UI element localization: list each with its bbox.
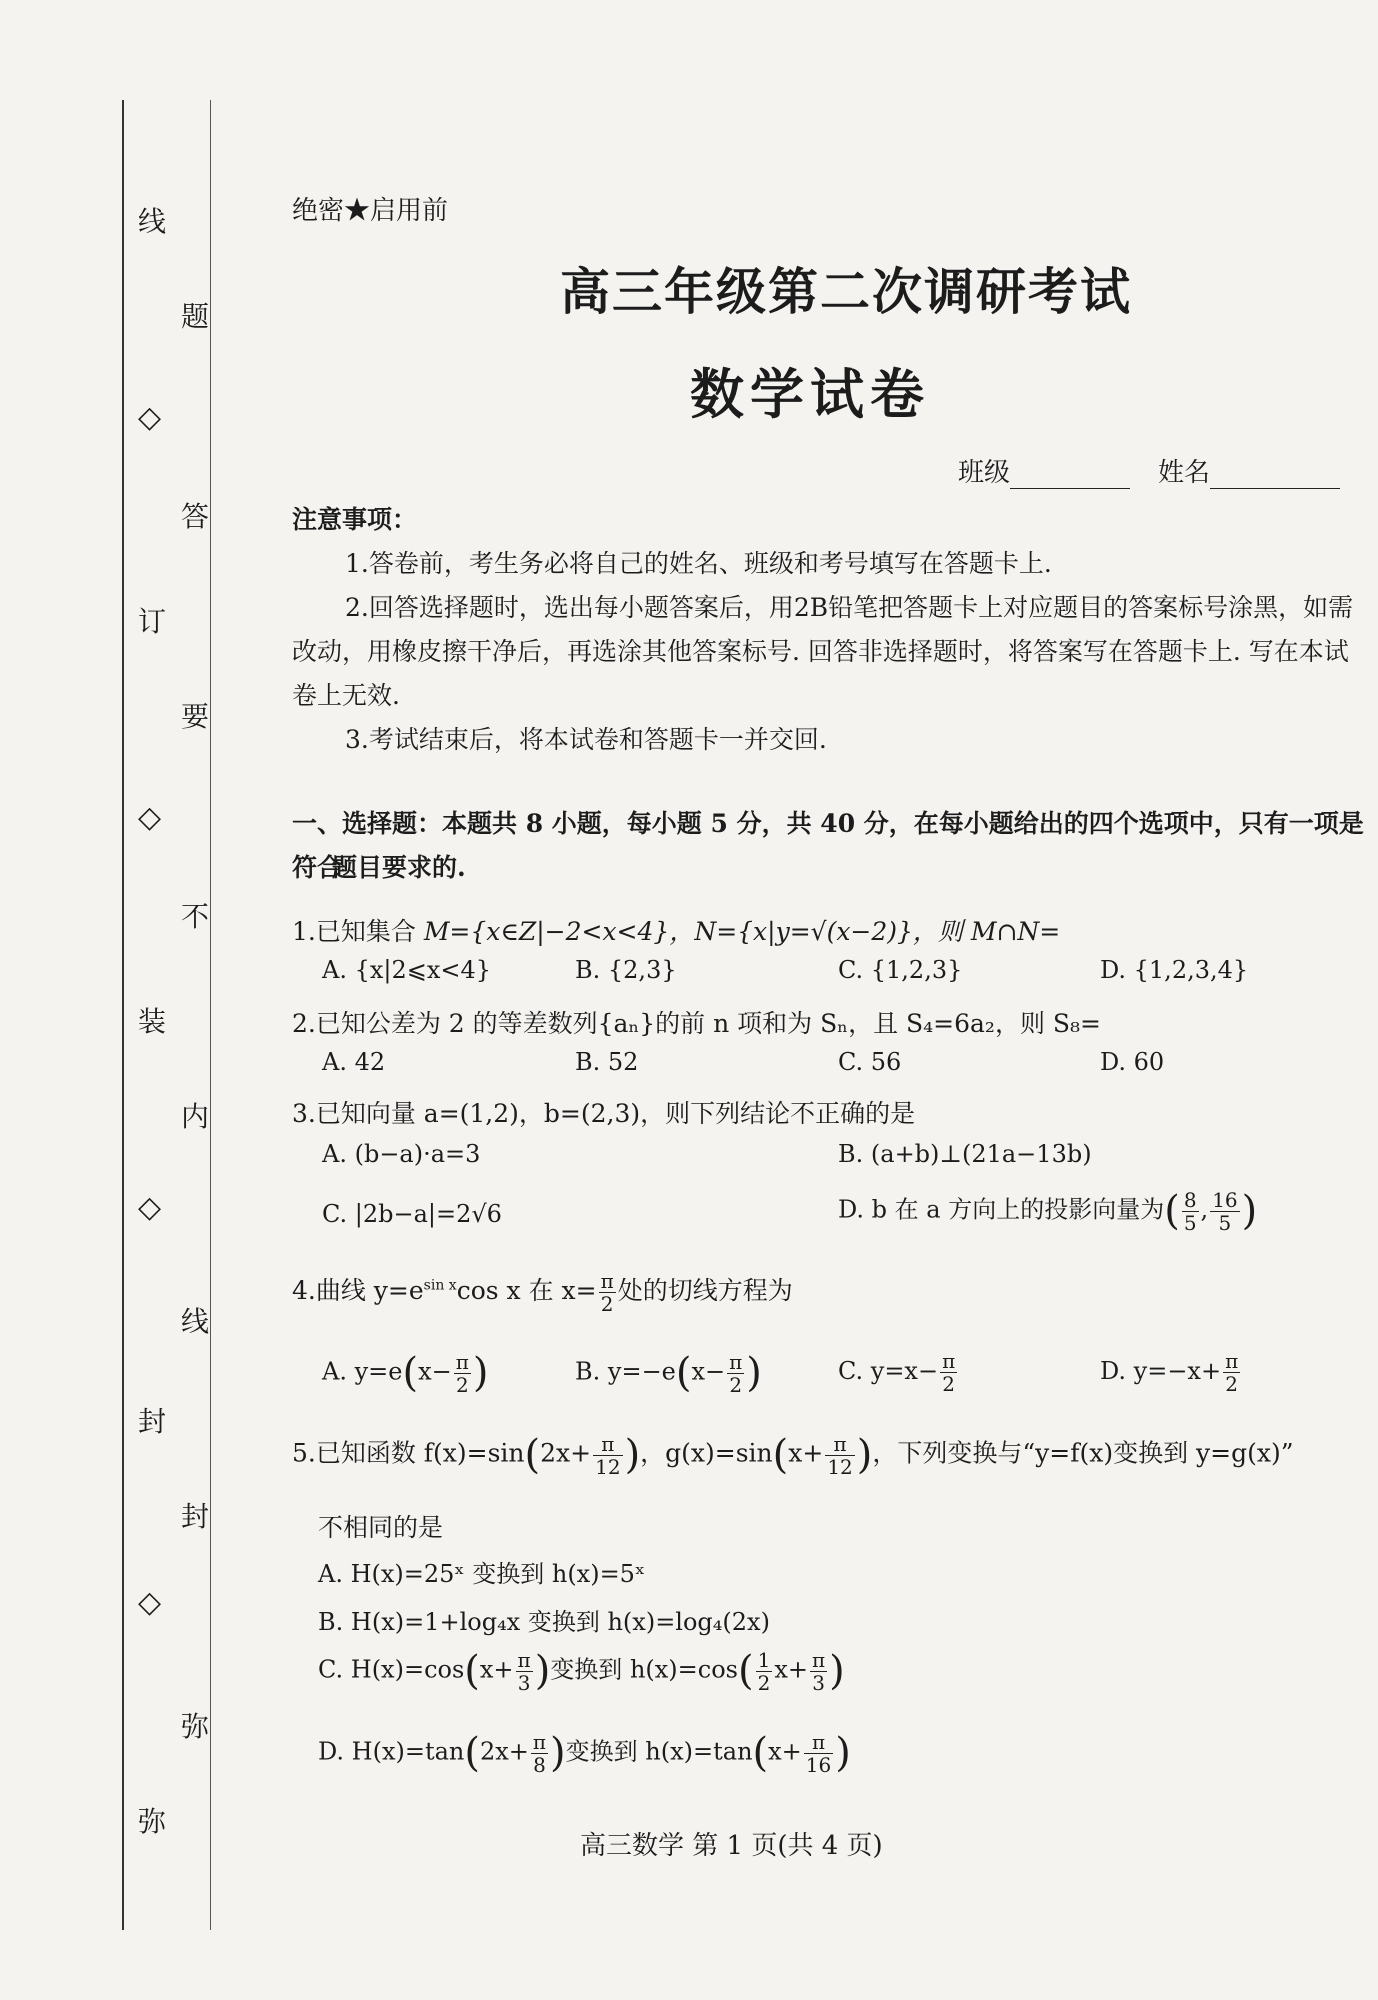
q2-option-d[interactable]: D. 60 [1100, 1048, 1165, 1076]
q1-stem-prefix: 1.已知集合 [292, 917, 424, 946]
section-heading-cont: 题目要求的. [332, 853, 466, 882]
q5-option-a[interactable]: A. H(x)=25ˣ 变换到 h(x)=5ˣ [318, 1560, 646, 1588]
binding-char: 订 [137, 605, 166, 638]
q4-option-a[interactable]: A. y=e(x− $\frac{\pi}{2}$ ) [322, 1349, 489, 1397]
diamond-icon: ◇ [138, 800, 162, 835]
question-5-stem: 5.已知函数 f(x)=sin(2x+ $\frac{\pi}{12}$ )，g(x)=sin(x+ $\frac{\pi}{12}$ )，下列变换与“y=f(x)变换到 y=g(x)” [292, 1431, 1294, 1479]
q5-option-c[interactable]: C. H(x)=cos(x+ $\frac{\pi}{3}$ )变换到 h(x)=cos( $\frac{1}{2}$ x+ $\frac{\pi}{3}$ ) [318, 1647, 845, 1695]
q1-stem-math: M={x∈Z|−2<x<4}，N={x|y=√(x−2)}，则 M∩N= [423, 917, 1061, 946]
binding-char: 不 [180, 900, 209, 933]
binding-char: 弥 [180, 1710, 209, 1743]
binding-char: 要 [180, 700, 209, 733]
binding-line-outer [122, 100, 124, 1930]
q3-option-b[interactable]: B. (a+b)⊥(21a−13b) [838, 1140, 1092, 1168]
fraction: $\frac{16}{5}$ [1212, 1187, 1238, 1235]
binding-char: 封 [180, 1500, 209, 1533]
notes-item: 1.答卷前，考生务必将自己的姓名、班级和考号填写在答题卡上. [345, 549, 1052, 578]
diamond-icon: ◇ [138, 400, 162, 435]
notes-item: 改动，用橡皮擦干净后，再选涂其他答案标号. 回答非选择题时，将答案写在答题卡上. 写在本试 [292, 637, 1349, 666]
binding-char: 装 [137, 1005, 166, 1038]
diamond-icon: ◇ [138, 1585, 162, 1620]
q3-option-d-text: D. b 在 a 方向上的投影向量为 [838, 1195, 1165, 1224]
q1-option-c[interactable]: C. {1,2,3} [838, 956, 963, 984]
binding-line-inner [210, 100, 211, 1930]
notes-heading: 注意事项： [292, 505, 418, 534]
class-label: 班级 [958, 458, 1011, 488]
class-field [958, 452, 1130, 489]
q3-option-d[interactable]: D. b 在 a 方向上的投影向量为( $\frac{8}{5}$ , $\frac{16}{5}$ ) [838, 1187, 1258, 1235]
q2-option-c[interactable]: C. 56 [838, 1048, 902, 1076]
binding-char: 线 [137, 205, 166, 238]
name-field [1158, 452, 1340, 489]
q1-option-d[interactable]: D. {1,2,3,4} [1100, 956, 1249, 984]
q2-option-b[interactable]: B. 52 [575, 1048, 639, 1076]
section-heading: 一、选择题：本题共 8 小题，每小题 5 分，共 40 分，在每小题给出的四个选项中，只有一项是符合 [292, 809, 1364, 882]
question-1-stem [292, 912, 1060, 948]
fraction: $\frac{8}{5}$ [1183, 1187, 1197, 1235]
question-4-stem: 4.曲线 $y=e^{sin x}\cos$ x 在 x= $\frac{\pi}{2}$ 处的切线方程为 [292, 1269, 793, 1316]
binding-char: 题 [180, 300, 209, 333]
diamond-icon: ◇ [138, 1190, 162, 1225]
confidential-label: 绝密★启用前 [292, 196, 449, 226]
q2-option-a[interactable]: A. 42 [322, 1048, 386, 1076]
notes-item: 2.回答选择题时，选出每小题答案后，用2B铅笔把答题卡上对应题目的答案标号涂黑，如需 [345, 593, 1354, 622]
notes-item: 3.考试结束后，将本试卷和答题卡一并交回. [345, 725, 827, 754]
binding-char: 封 [137, 1405, 166, 1438]
binding-char: 内 [180, 1100, 209, 1133]
binding-char: 弥 [137, 1805, 166, 1838]
class-blank [1010, 462, 1130, 489]
exam-subtitle: 数学试卷 [690, 362, 930, 426]
page-footer: 高三数学 第 1 页(共 4 页) [580, 1831, 883, 1861]
question-5-stem-cont: 不相同的是 [318, 1513, 444, 1542]
question-3-stem: 3.已知向量 a=(1,2)，b=(2,3)，则下列结论不正确的是 [292, 1099, 916, 1128]
q1-option-b[interactable]: B. {2,3} [575, 956, 677, 984]
binding-char: 线 [180, 1305, 209, 1338]
q3-option-a[interactable]: A. (b−a)·a=3 [322, 1140, 481, 1168]
name-label: 姓名 [1158, 458, 1211, 488]
q5-option-b[interactable]: B. H(x)=1+log₄x 变换到 h(x)=log₄(2x) [318, 1608, 770, 1636]
q1-option-a[interactable]: A. {x|2⩽x<4} [322, 956, 492, 984]
binding-char: 答 [180, 500, 209, 533]
notes-item: 卷上无效. [292, 681, 400, 710]
q4-option-d[interactable]: D. y=−x+ $\frac{\pi}{2}$ [1100, 1349, 1239, 1396]
q3-option-c[interactable]: C. |2b−a|=2√6 [322, 1200, 502, 1228]
name-blank [1210, 462, 1340, 489]
q4-option-b[interactable]: B. y=−e(x− $\frac{\pi}{2}$ ) [575, 1349, 762, 1397]
exam-title: 高三年级第二次调研考试 [560, 262, 1132, 321]
q5-option-d[interactable]: D. H(x)=tan(2x+ $\frac{\pi}{8}$ )变换到 h(x)=tan(x+ $\frac{\pi}{16}$ ) [318, 1729, 851, 1777]
question-2-stem: 2.已知公差为 2 的等差数列{aₙ}的前 n 项和为 Sₙ，且 S₄=6a₂，则 S₈= [292, 1009, 1101, 1038]
q4-option-c[interactable]: C. y=x− $\frac{\pi}{2}$ [838, 1349, 956, 1396]
